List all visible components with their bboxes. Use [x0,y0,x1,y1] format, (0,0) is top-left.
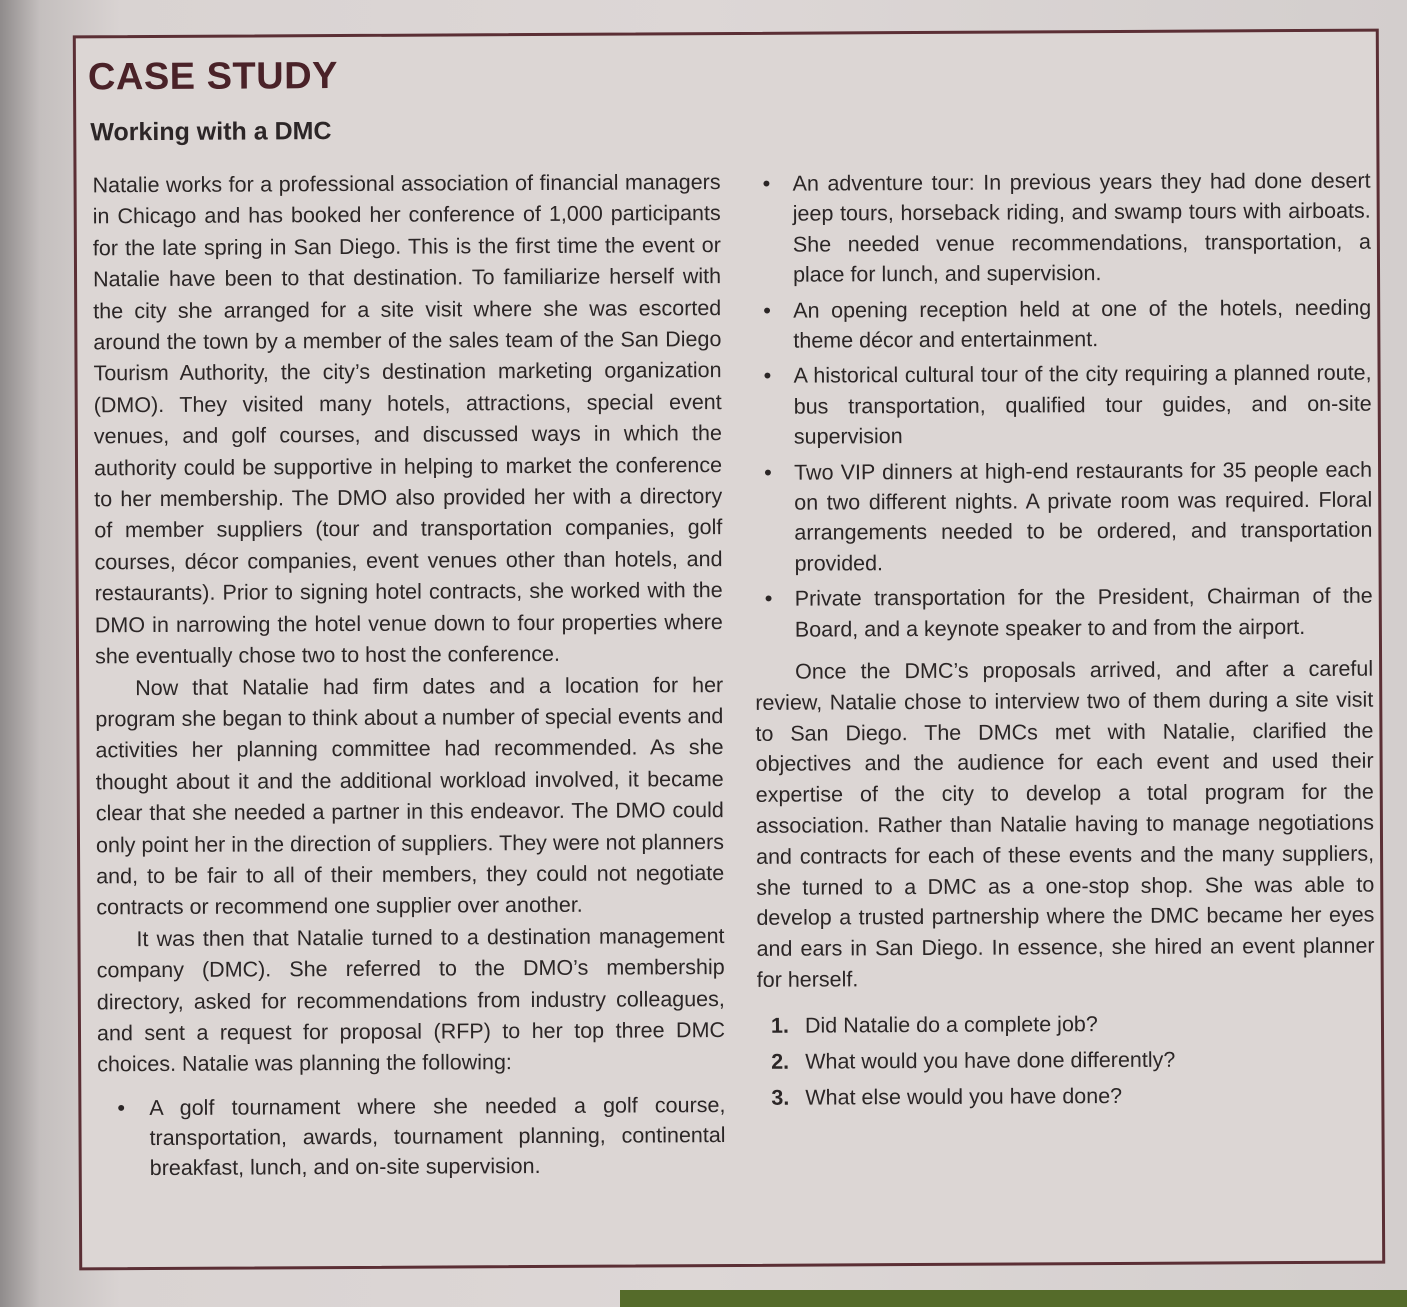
question-number: 1. [770,1013,789,1038]
bullet-icon: • [762,170,771,196]
left-column [92,167,725,1188]
list-item [755,581,1373,645]
list-item-text: A historical cultural tour of the city requiring a planned route, bus transportation, qualified tour guides, and on-site supervision [793,361,1372,449]
next-page-color-band [620,1290,1407,1307]
bullet-icon: • [764,586,773,612]
bullet-icon: • [117,1094,126,1120]
list-item-text: A golf tournament where she needed a golf course, transportation, awards, tournament planning, continental breakfast, lunch, and on-site supervision. [149,1092,726,1180]
right-bullet-list [752,166,1372,645]
question-item [757,1076,1375,1115]
question-text: What else would you have done? [805,1083,1123,1110]
case-study-subtitle: Working with a DMC [90,117,332,147]
left-bullet-list [97,1090,725,1183]
bullet-icon: • [763,363,772,389]
list-item [97,1090,725,1183]
question-text: What would you have done differently? [805,1047,1176,1074]
list-item [753,292,1371,356]
list-item [754,454,1373,579]
question-number: 3. [771,1085,790,1110]
list-item [753,358,1371,452]
paragraph-planning: Now that Natalie had firm dates and a location for her program she began to think about a number of special events and activities her planning committee had recommended. As she thought about it and the additional workload involved, it became clear that she needed a partner in this endeavor. The DMO could only point her in the direction of suppliers. They were not planners and, to be fair to all of their members, they could not negotiate contracts or recommend one supplier over another. [95,672,725,920]
question-text: Did Natalie do a complete job? [804,1011,1098,1038]
case-study-box [73,29,1385,1271]
list-item-text: Private transportation for the President, Chairman of the Board, and a keynote speaker to and from the airport. [794,583,1373,642]
right-column [752,166,1375,1116]
list-item-text: An opening reception held at one of the hotels, needing theme décor and entertainment. [793,295,1372,353]
question-item [757,1004,1375,1043]
case-study-label: CASE STUDY [87,55,339,99]
list-item-text: An adventure tour: In previous years they had done desert jeep tours, horseback riding, and swamp tours with airboats. She needed venue recommendations, transportation, a place for lunch, and supervision. [792,168,1371,287]
paragraph-intro: Natalie works for a professional association of financial managers in Chicago and has booked her conference of 1,000 participants for the late spring in San Diego. This is the first time the event or Natalie have been to that destination. To familiarize herself with the city she arranged for a site visit where she was escorted around the town by a member of the sales team of the San Diego Tourism Authority, the city’s destination marketing organization (DMO). They visited many hotels, attractions, special event venues, and golf courses, and discussed ways in which the authority could be supportive in helping to market the conference to her membership. The DMO also provided her with a directory of member suppliers (tour and transportation companies, golf courses, décor companies, event venues other than hotels, and restaurants). Prior to signing hotel contracts, she worked with the DMO in narrowing the hotel venue down to four properties where she eventually chose two to host the conference. [92,170,723,669]
list-item [752,166,1371,291]
list-item-text: Two VIP dinners at high-end restaurants for 35 people each on two different nights. A private room was required. Floral arrangements needed to be ordered, and transportation provided. [794,457,1373,576]
paragraph-outcome: Once the DMC’s proposals arrived, and after a careful review, Natalie chose to interview two of them during a site visit to San Diego. The DMCs met with Natalie, clarified the objectives and the audience for each event and used their expertise of the city to develop a total program for the association. Rather than Natalie having to manage negotiations and contracts for each of these events and the many suppliers, she turned to a DMC as a one-stop shop. She was able to develop a trusted partnership where the DMC became her eyes and ears in San Diego. In essence, she hired an event planner for herself. [755,656,1375,992]
paragraph-dmc: It was then that Natalie turned to a destination management company (DMC). She referred to the DMO’s membership directory, asked for recommendations from industry colleagues, and sent a request for proposal (RFP) to her top three DMC choices. Natalie was planning the following: [96,923,726,1077]
bullet-icon: • [763,297,771,323]
question-number: 2. [771,1049,790,1074]
bullet-icon: • [764,459,772,485]
discussion-questions [757,1004,1376,1115]
question-item [757,1040,1375,1079]
